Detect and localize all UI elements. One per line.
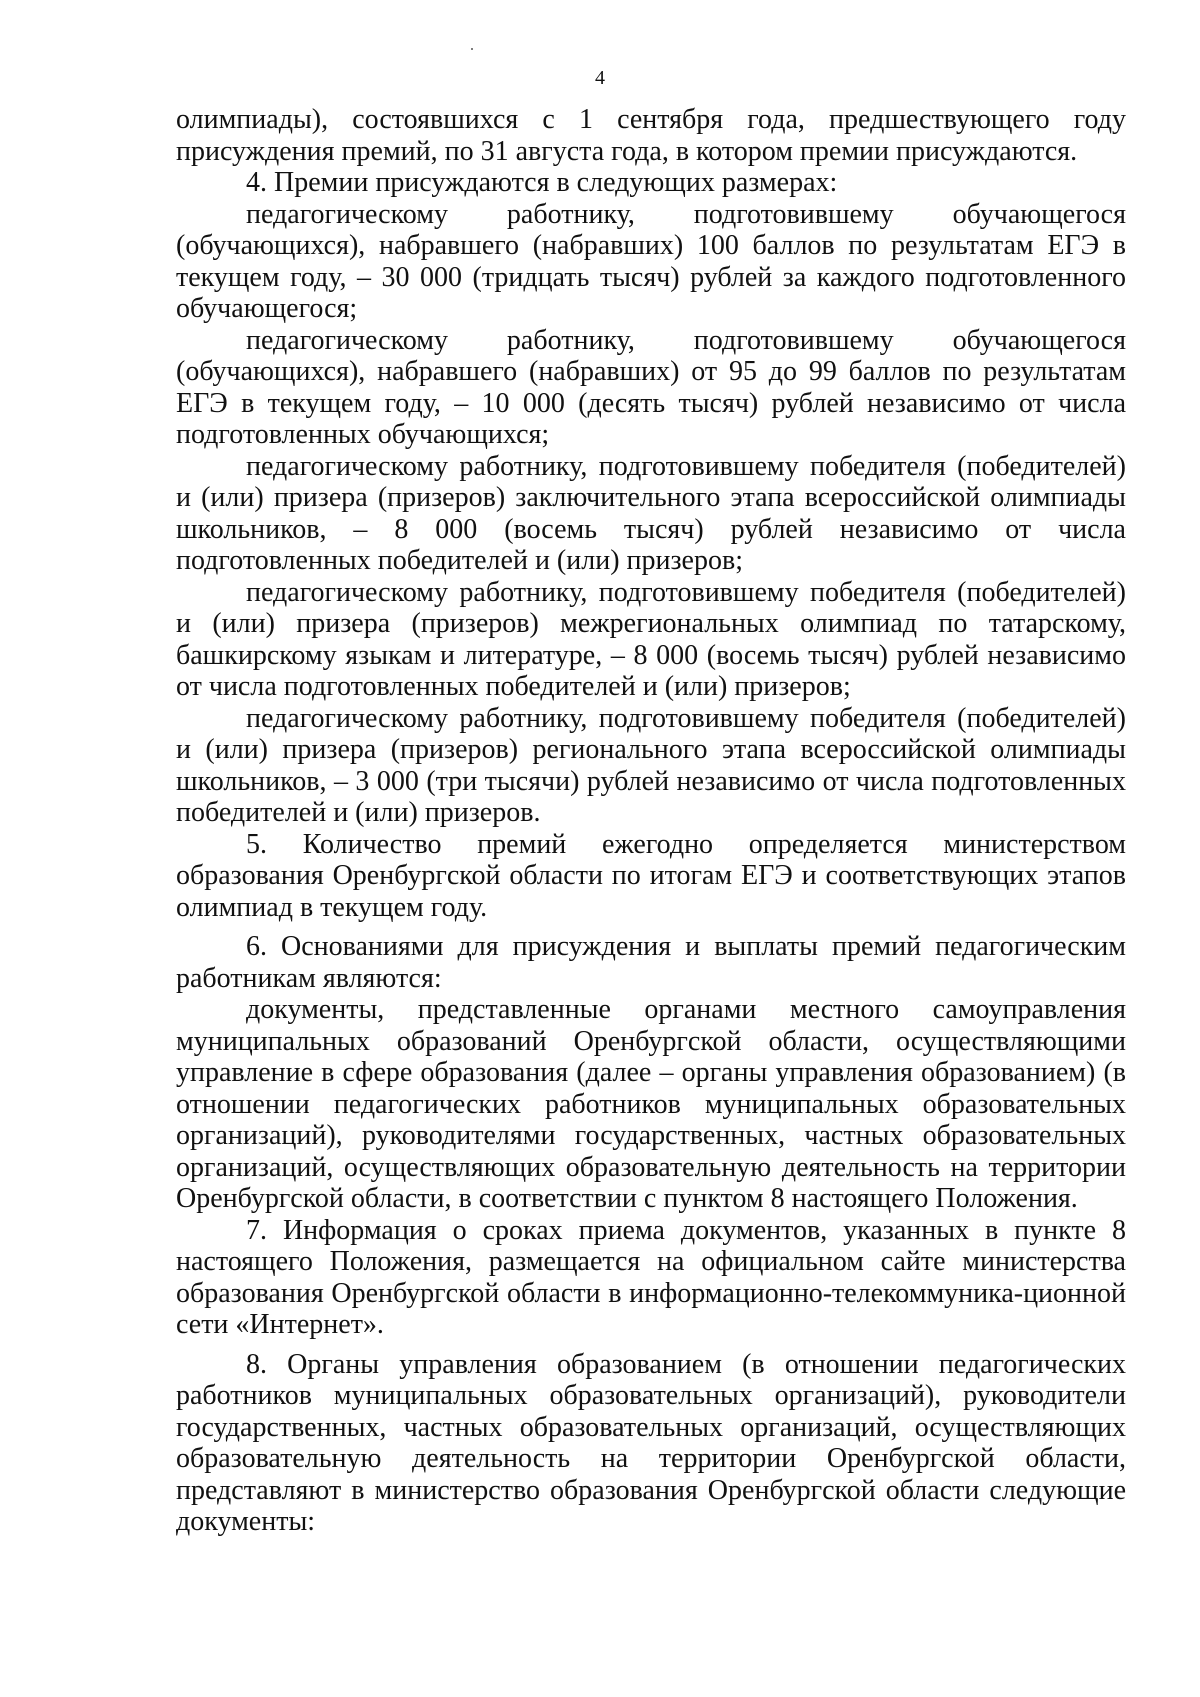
paragraph-item-6: 6. Основаниями для присуждения и выплаты премий педагогическим работникам являются: <box>176 931 1126 994</box>
scan-speck <box>471 48 473 50</box>
paragraph-item-8: 8. Органы управления образованием (в отношении педагогических работников муниципальных образовательных организаций), руководители государственных, частных образовательных организаций, осуществляющих образовательную деятельность на территории Оренбургской области, представляют в министерство образования Оренбургской области следующие документы: <box>176 1348 1126 1537</box>
paragraph-item-5: 5. Количество премий ежегодно определяется министерством образования Оренбургской области по итогам ЕГЭ и соответствующих этапов олимпиад в текущем году. <box>176 828 1126 923</box>
page-number: 4 <box>595 67 605 89</box>
paragraph-item-7: 7. Информация о сроках приема документов, указанных в пункте 8 настоящего Положения, размещается на официальном сайте министерства образования Оренбургской области в информационно-телекоммуника-ционной сети «Интернет». <box>176 1214 1126 1340</box>
paragraph-award-final-stage: педагогическому работнику, подготовившему победителя (победителей) и (или) призера (призеров) заключительного этапа всероссийской олимпиады школьников, – 8 000 (восемь тысяч) рублей независимо от числа подготовленных победителей и (или) призеров; <box>176 450 1126 576</box>
paragraph-item-4: 4. Премии присуждаются в следующих размерах: <box>246 167 838 198</box>
paragraph-award-regional-stage: педагогическому работнику, подготовившему победителя (победителей) и (или) призера (призеров) регионального этапа всероссийской олимпиады школьников, – 3 000 (три тысячи) рублей независимо от числа подготовленных победителей и (или) призеров. <box>176 702 1126 828</box>
paragraph-award-100-points: педагогическому работнику, подготовившему обучающегося (обучающихся), набравшего (набравших) 100 баллов по результатам ЕГЭ в текущем году, – 30 000 (тридцать тысяч) рублей за каждого подготовленного обучающегося; <box>176 198 1126 324</box>
paragraph-documents: документы, представленные органами местного самоуправления муниципальных образований Оренбургской области, осуществляющими управление в сфере образования (далее – органы управления образованием) (в отношении педагогических работников муниципальных образовательных организаций), руководителями государственных, частных образовательных организаций, осуществляющих образовательную деятельность на территории Оренбургской области, в соответствии с пунктом 8 настоящего Положения. <box>176 994 1126 1214</box>
document-body <box>176 104 1126 1538</box>
paragraph-continuation: олимпиады), состоявшихся с 1 сентября года, предшествующего году присуждения премий, по 31 августа года, в котором премии присуждаются. <box>176 104 1126 167</box>
paragraph-award-interregional: педагогическому работнику, подготовившему победителя (победителей) и (или) призера (призеров) межрегиональных олимпиад по татарскому, башкирскому языкам и литературе, – 8 000 (восемь тысяч) рублей независимо от числа подготовленных победителей и (или) призеров; <box>176 576 1126 702</box>
paragraph-award-95-99-points: педагогическому работнику, подготовившему обучающегося (обучающихся), набравшего (набравших) от 95 до 99 баллов по результатам ЕГЭ в текущем году, – 10 000 (десять тысяч) рублей независимо от числа подготовленных обучающихся; <box>176 324 1126 450</box>
